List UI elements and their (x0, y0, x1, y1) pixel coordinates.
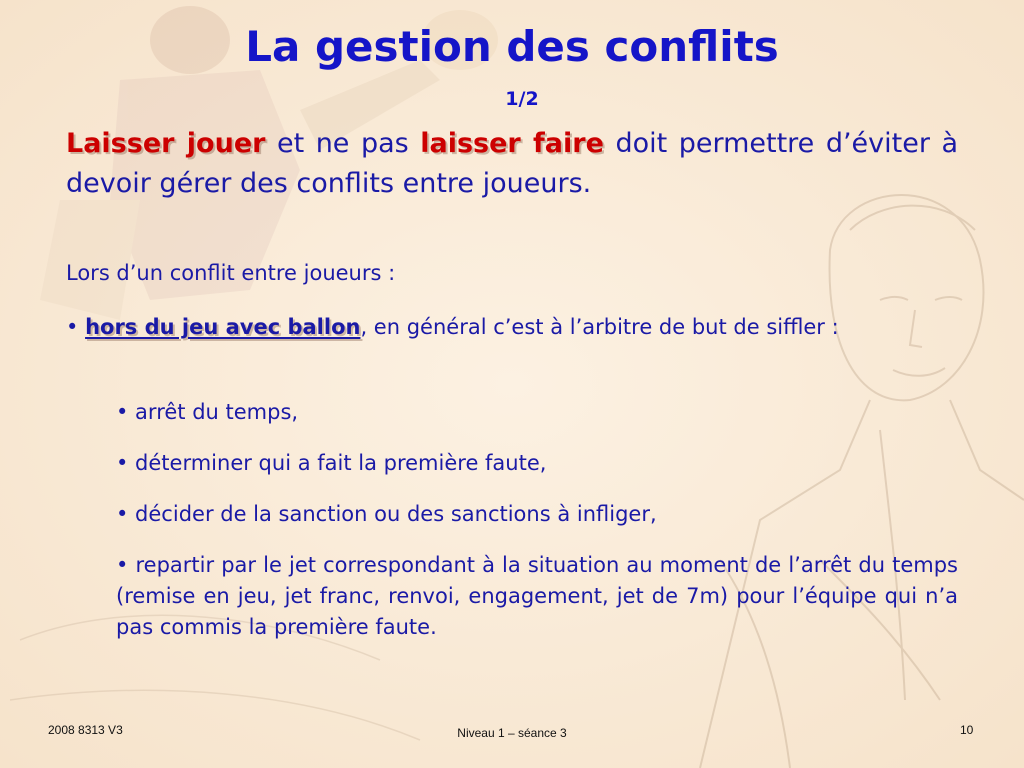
sub-bullet-item: • déterminer qui a fait la première faute, (116, 451, 547, 475)
intro-paragraph (66, 124, 958, 204)
bullet-paragraph (66, 312, 958, 343)
sub-bullet-item: • arrêt du temps, (116, 400, 299, 424)
bullet-marker: • (66, 315, 86, 339)
sub-bullet-item: • repartir par le jet correspondant à la situation au moment de l’arrêt du temps (remise en jeu, jet franc, renvoi, engagement, jet de 7m) pour l’équipe qui n’a pas commis la première faute. (116, 553, 958, 639)
slide-subtitle: 1/2 (505, 88, 539, 110)
lead-text: Lors d’un conflit entre joueurs : (66, 261, 396, 285)
key-phrase: hors du jeu avec ballon (85, 315, 361, 339)
page-number: 10 (960, 723, 974, 737)
intro-text-1: et ne pas (265, 128, 421, 159)
highlight-laisser-jouer: Laisser jouer (66, 128, 266, 159)
highlight-laisser-faire: laisser faire (420, 128, 604, 159)
intro-text-2: doit permettre d’éviter à devoir gérer des conflits entre joueurs. (66, 128, 958, 199)
slide-title: La gestion des conflits (245, 22, 779, 71)
footer-center: Niveau 1 – séance 3 (457, 726, 567, 740)
bullet-rest: , en général c’est à l’arbitre de but de siffler : (360, 315, 839, 339)
sub-bullet-item: • décider de la sanction ou des sanctions à infliger, (116, 502, 657, 526)
footer-left: 2008 8313 V3 (48, 723, 123, 737)
